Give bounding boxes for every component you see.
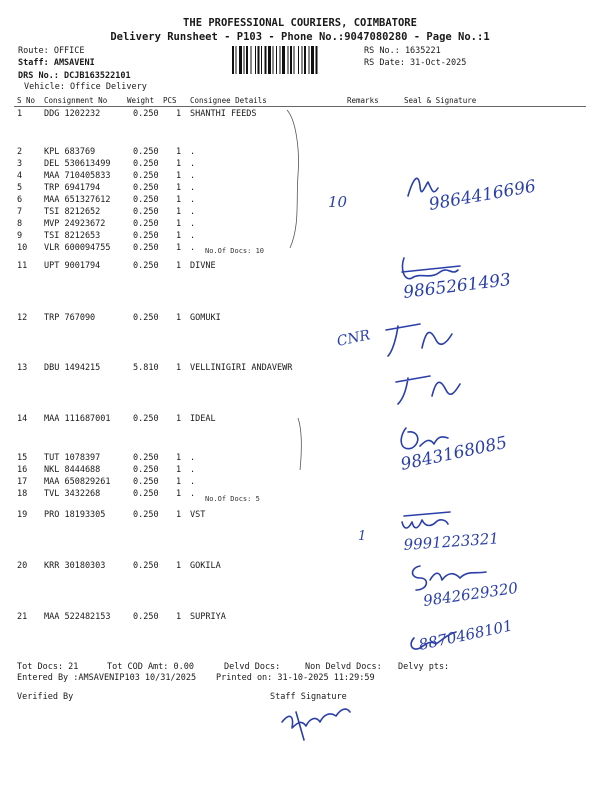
row-pcs: 1 [176,363,182,373]
row-consignment-no: MVP 24923672 [44,219,106,229]
row-pcs: 1 [176,414,182,424]
count-mark: 10 [328,193,348,211]
row-pcs: 1 [176,477,182,487]
row-serial: 15 [17,453,28,463]
row-consignee: . [190,231,196,241]
row-serial: 16 [17,465,28,475]
printed-on: Printed on: 31-10-2025 11:29:59 [216,673,375,683]
col-consignee: Consignee Details [190,96,267,105]
row-consignee: . [190,453,196,463]
row-consignee: . [190,195,196,205]
row-serial: 20 [17,561,28,571]
row-consignment-no: KPL 683769 [44,147,96,157]
row-pcs: 1 [176,207,182,217]
row-consignee: GOMUKI [190,313,221,323]
row-consignment-no: MAA 111687001 [44,414,111,424]
row-pcs: 1 [176,261,182,271]
phone-3: 9843168085 [398,432,509,475]
phone-5: 9842629320 [422,578,520,610]
row-consignee: . [190,489,196,499]
row-weight: 0.250 [133,477,159,487]
row-consignee: SUPRIYA [190,612,226,622]
row-consignment-no: TSI 8212652 [44,207,101,217]
total-cod-amount: Tot COD Amt: 0.00 [107,662,194,672]
col-pcs: PCS [163,96,177,105]
phone-2: 9865261493 [402,269,512,303]
row-consignee: DIVNE [190,261,216,271]
row-serial: 12 [17,313,28,323]
row-pcs: 1 [176,313,182,323]
rs-date: RS Date: 31-Oct-2025 [364,58,467,68]
entered-by: Entered By :AMSAVENIP103 10/31/2025 [17,673,197,683]
verified-by-label: Verified By [17,692,74,702]
row-serial: 17 [17,477,28,487]
row-serial: 3 [17,159,23,169]
row-consignee: VELLINIGIRI ANDAVEWR [190,363,293,373]
row-weight: 0.250 [133,183,159,193]
row-serial: 10 [17,243,28,253]
row-serial: 2 [17,147,23,157]
row-consignee: SHANTHI FEEDS [190,109,257,119]
row-consignee: . [190,477,196,487]
row-consignee: IDEAL [190,414,216,424]
row-serial: 6 [17,195,23,205]
group2-brace [298,418,301,470]
row-serial: 11 [17,261,28,271]
row-consignment-no: KRR 30180303 [44,561,106,571]
row-weight: 0.250 [133,313,159,323]
row-consignment-no: MAA 710405833 [44,171,111,181]
staff-signature-mark [282,709,350,740]
staff-signature-label: Staff Signature [270,692,347,702]
row-consignee: . [190,219,196,229]
col-remarks: Remarks [347,96,379,105]
row-consignment-no: MAA 522482153 [44,612,111,622]
row-consignment-no: MAA 650829261 [44,477,111,487]
row-consignee: GOKILA [190,561,221,571]
row-pcs: 1 [176,183,182,193]
row-consignee: . [190,243,196,253]
row-pcs: 1 [176,453,182,463]
row-weight: 0.250 [133,489,159,499]
row-weight: 0.250 [133,207,159,217]
col-sno: S No [17,96,36,105]
row-consignment-no: DBU 1494215 [44,363,101,373]
row-weight: 0.250 [133,171,159,181]
row-pcs: 1 [176,612,182,622]
row-serial: 14 [17,414,28,424]
signature-19 [402,512,450,528]
row-weight: 0.250 [133,147,159,157]
phone-1: 9864416696 [427,176,538,215]
company-title: THE PROFESSIONAL COURIERS, COIMBATORE [183,17,417,29]
row-weight: 0.250 [133,195,159,205]
row-serial: 8 [17,219,23,229]
row-consignee: . [190,171,196,181]
row-pcs: 1 [176,510,182,520]
signature-12 [386,324,452,356]
row-consignment-no: TSI 8212653 [44,231,101,241]
one-mark: 1 [358,529,367,544]
row-weight: 0.250 [133,109,159,119]
row-pcs: 1 [176,219,182,229]
row-consignment-no: UPT 9001794 [44,261,101,271]
runsheet-subtitle: Delivery Runsheet - P103 - Phone No.:9047080280 - Page No.:1 [110,31,490,43]
row-weight: 0.250 [133,561,159,571]
vehicle-label: Vehicle: Office Delivery [24,82,147,92]
signature-13 [396,376,460,404]
row-pcs: 1 [176,159,182,169]
phone-6: 8870468101 [417,616,515,654]
row-pcs: 1 [176,195,182,205]
delivery-points: Delvy pts: [398,662,450,672]
row-consignee: VST [190,510,206,520]
row-serial: 18 [17,489,28,499]
row-consignment-no: TUT 1078397 [44,453,101,463]
row-consignment-no: NKL 8444688 [44,465,101,475]
row-weight: 0.250 [133,159,159,169]
row-weight: 0.250 [133,231,159,241]
total-docs: Tot Docs: 21 [17,662,79,672]
cnr-mark: CNR [335,327,372,350]
non-delivered-docs: Non Delvd Docs: [305,662,382,672]
phone-4: 9991223321 [403,529,500,554]
row-serial: 5 [17,183,23,193]
row-pcs: 1 [176,489,182,499]
row-serial: 9 [17,231,23,241]
row-consignee: . [190,465,196,475]
col-consignment: Consignment No [44,96,108,105]
row-consignee: . [190,183,196,193]
row-weight: 0.250 [133,414,159,424]
row-consignment-no: MAA 651327612 [44,195,111,205]
row-consignment-no: TRP 767090 [44,313,96,323]
row-serial: 13 [17,363,28,373]
drs-number: DRS No.: DCJB163522101 [18,71,131,81]
row-consignee: . [190,147,196,157]
row-consignment-no: PRO 18193305 [44,510,106,520]
row-pcs: 1 [176,171,182,181]
row-consignment-no: DDG 1202232 [44,109,101,119]
row-consignment-no: DEL 530613499 [44,159,111,169]
rs-number: RS No.: 1635221 [364,46,441,56]
row-consignee: . [190,207,196,217]
row-weight: 0.250 [133,612,159,622]
row-weight: 0.250 [133,219,159,229]
row-consignment-no: TRP 6941794 [44,183,101,193]
row-serial: 1 [17,109,23,119]
group1-doc-count: No.Of Docs: 10 [205,247,265,255]
row-consignment-no: TVL 3432268 [44,489,101,499]
row-pcs: 1 [176,243,182,253]
row-weight: 0.250 [133,453,159,463]
route-label: Route: OFFICE [18,46,85,56]
row-weight: 0.250 [133,465,159,475]
group1-brace [287,110,299,248]
col-weight: Weight [127,96,155,105]
row-weight: 0.250 [133,243,159,253]
row-pcs: 1 [176,109,182,119]
row-serial: 7 [17,207,23,217]
row-pcs: 1 [176,465,182,475]
row-consignee: . [190,159,196,169]
col-seal-signature: Seal & Signature [404,96,477,105]
row-pcs: 1 [176,231,182,241]
row-serial: 4 [17,171,23,181]
row-consignment-no: VLR 600094755 [44,243,111,253]
row-weight: 5.810 [133,363,159,373]
staff-label: Staff: AMSAVENI [18,58,95,68]
group2-doc-count: No.Of Docs: 5 [205,495,260,503]
row-serial: 19 [17,510,28,520]
row-weight: 0.250 [133,510,159,520]
row-serial: 21 [17,612,28,622]
delivered-docs: Delvd Docs: [224,662,281,672]
row-pcs: 1 [176,147,182,157]
row-pcs: 1 [176,561,182,571]
row-weight: 0.250 [133,261,159,271]
